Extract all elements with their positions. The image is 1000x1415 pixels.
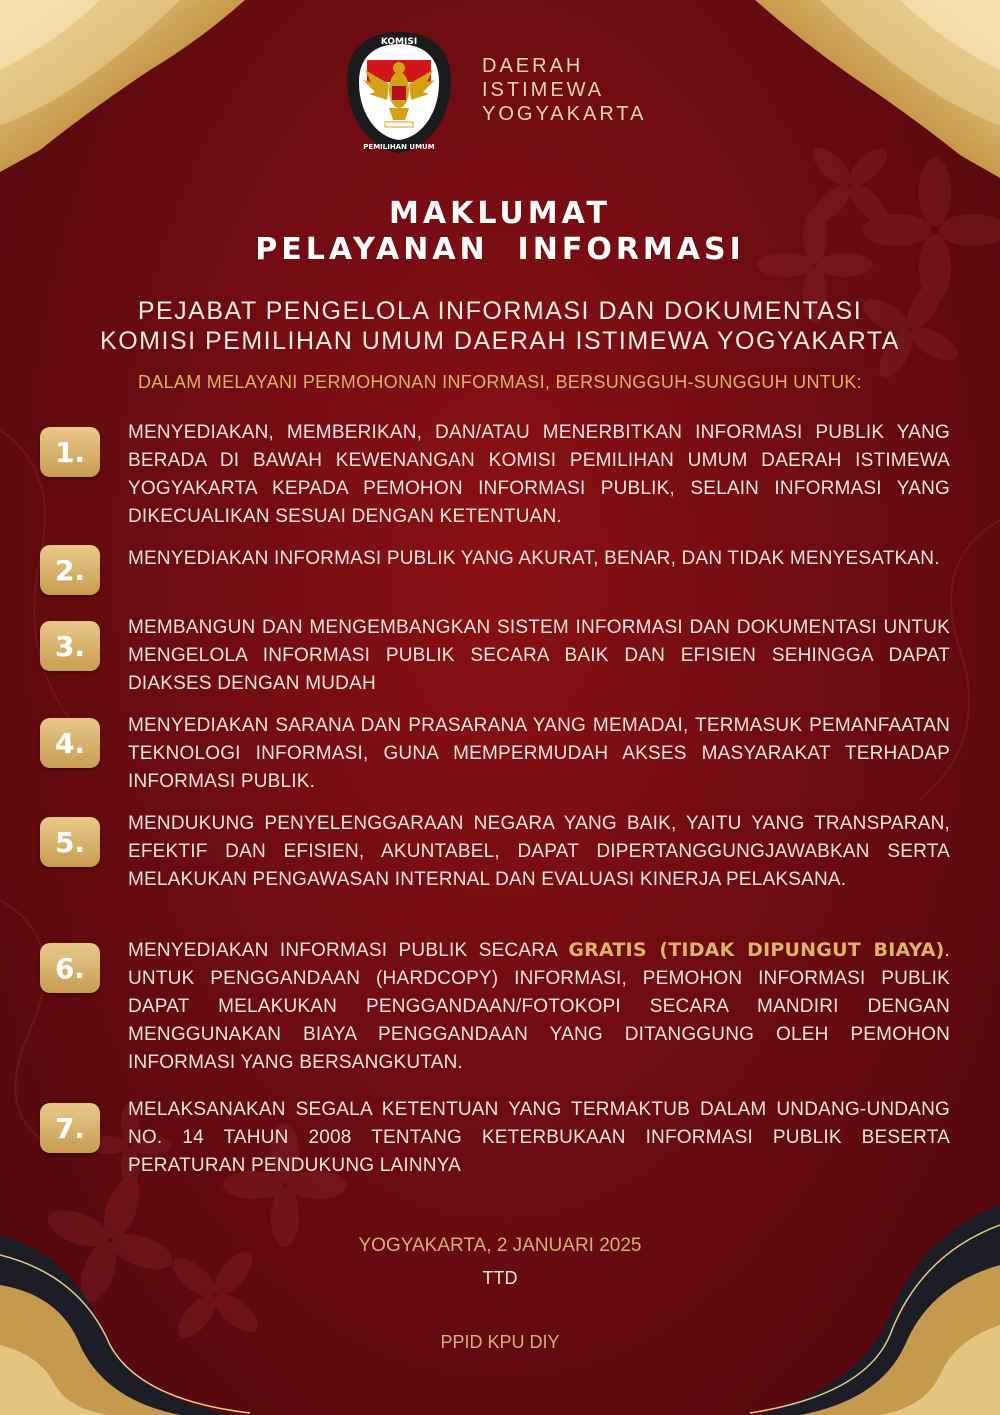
item-text: [128, 936, 950, 1077]
title-line-2: PELAYANAN INFORMASI: [255, 232, 745, 267]
item-number-badge: 4.: [40, 718, 100, 768]
title-line-1: MAKLUMAT: [389, 196, 611, 231]
item-text: MELAKSANAKAN SEGALA KETENTUAN YANG TERMAKTUB DALAM UNDANG-UNDANG NO. 14 TAHUN 2008 TENTANG KETERBUKAAN INFORMASI PUBLIK BESERTA PERATURAN PENDUKUNG LAINNYA: [128, 1099, 950, 1176]
item-text-before: MENYEDIAKAN INFORMASI PUBLIK SECARA: [128, 940, 569, 961]
item-text: MENYEDIAKAN SARANA DAN PRASARANA YANG MEMADAI, TERMASUK PEMANFAATAN TEKNOLOGI INFORMASI, GUNA MEMPERMUDAH AKSES MASYARAKAT TERHADAP INFORMASI PUBLIK.: [128, 715, 950, 792]
region-line-3: YOGYAKARTA: [482, 103, 647, 125]
item-number-badge: 2.: [40, 545, 100, 595]
place-date: YOGYAKARTA, 2 JANUARI 2025: [358, 1235, 642, 1256]
region-name: [482, 54, 646, 126]
item-text: MENYEDIAKAN INFORMASI PUBLIK YANG AKURAT, BENAR, DAN TIDAK MENYESATKAN.: [128, 548, 940, 569]
gold-curtain-left: [0, 0, 250, 175]
subtitle-line-1: PEJABAT PENGELOLA INFORMASI DAN DOKUMENTASI: [137, 297, 863, 325]
item-number-badge: 3.: [40, 621, 100, 671]
header: [345, 30, 685, 155]
logo-top-text: KOMISI: [380, 37, 418, 47]
subtitle: [0, 296, 1000, 356]
gold-curtain-right: [750, 0, 1000, 180]
signature: TTD: [482, 1268, 518, 1288]
item-text: MENYEDIAKAN, MEMBERIKAN, DAN/ATAU MENERBITKAN INFORMASI PUBLIK YANG BERADA DI BAWAH KEWENANGAN KOMISI PEMILIHAN UMUM DAERAH ISTIMEWA YOGYAKARTA KEPADA PEMOHON INFORMASI PUBLIK, SELAIN INFORMASI YANG DIKECUALIKAN SESUAI DENGAN KETENTUAN.: [128, 422, 950, 527]
region-line-2: ISTIMEWA: [482, 79, 605, 101]
item-number-badge: 6.: [40, 943, 100, 993]
signer: PPID KPU DIY: [440, 1332, 560, 1352]
item-number-badge: 7.: [40, 1103, 100, 1153]
logo-bottom-text: PEMILIHAN UMUM: [363, 143, 435, 151]
item-text: MEMBANGUN DAN MENGEMBANGKAN SISTEM INFORMASI DAN DOKUMENTASI UNTUK MENGELOLA INFORMASI PUBLIK SECARA BAIK DAN EFISIEN SEHINGGA DAPAT DIAKSES DENGAN MUDAH: [128, 617, 950, 694]
kpu-logo: [345, 30, 453, 155]
intro-text: DALAM MELAYANI PERMOHONAN INFORMASI, BERSUNGGUH-SUNGGUH UNTUK:: [137, 372, 862, 392]
item-number-badge: 5.: [40, 817, 100, 867]
subtitle-line-2: KOMISI PEMILIHAN UMUM DAERAH ISTIMEWA YOGYAKARTA: [100, 327, 900, 355]
page-title: [0, 196, 1000, 268]
item-number-badge: 1.: [40, 427, 100, 477]
gold-wave-bottom-left: [0, 1195, 260, 1415]
item-text-after: . UNTUK PENGGANDAAN (HARDCOPY) INFORMASI, PEMOHON INFORMASI PUBLIK DAPAT MELAKUKAN PENGGANDAAN/FOTOKOPI SECARA MANDIRI DENGAN MENGGUNAKAN BIAYA PENGGANDAAN YANG DITANGGUNG OLEH PEMOHON INFORMASI YANG BERSANGKUTAN.: [128, 940, 950, 1073]
item-text: MENDUKUNG PENYELENGGARAAN NEGARA YANG BAIK, YAITU YANG TRANSPARAN, EFEKTIF DAN EFISIEN, AKUNTABEL, DAPAT DIPERTANGGUNGJAWABKAN SERTA MELAKUKAN PENGAWASAN INTERNAL DAN EVALUASI KINERJA PELAKSANA.: [128, 813, 950, 890]
free-of-charge-highlight: GRATIS (TIDAK DIPUNGUT BIAYA): [568, 939, 945, 961]
gold-wave-bottom-right: [720, 1185, 1000, 1415]
region-line-1: DAERAH: [482, 55, 584, 77]
